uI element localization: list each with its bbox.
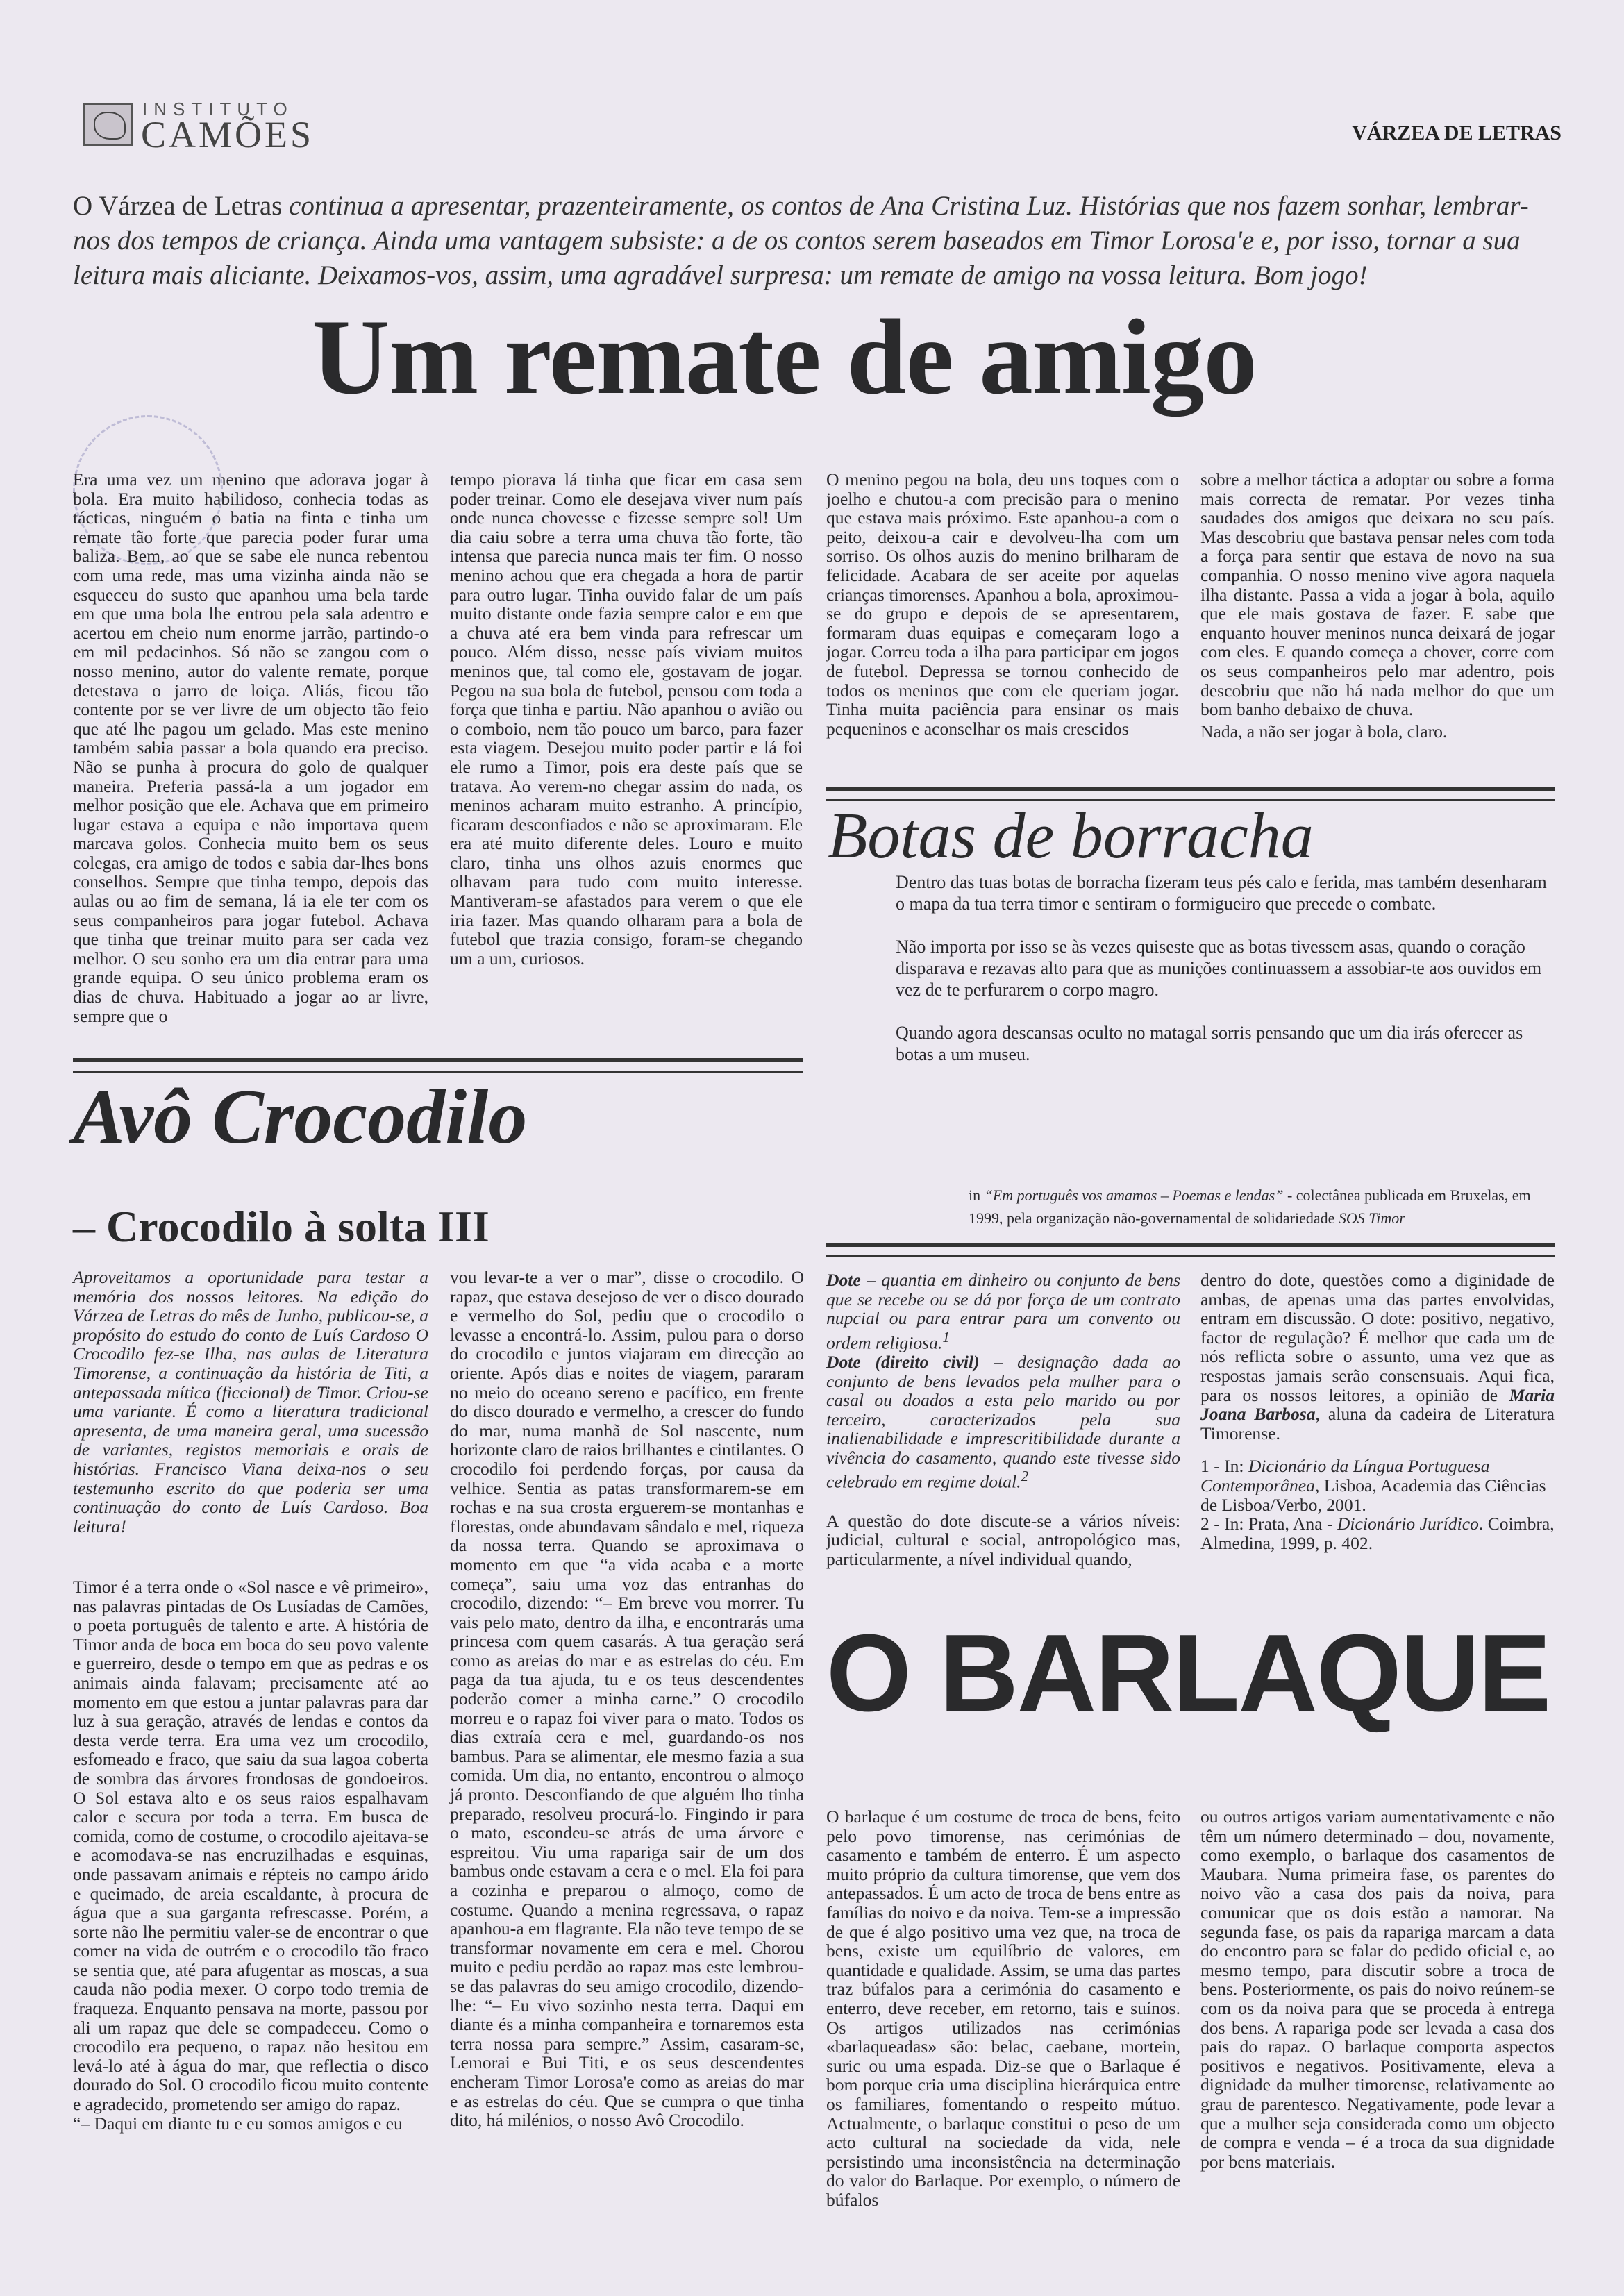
botas-title: Botas de borracha xyxy=(828,800,1314,872)
poem-stanza-2: Não importa por isso se às vezes quiseste que as botas tivessem asas, quando o coração disparava e rezavas alto para que as munições continuassem a assobiar-te aos ouvidos em vez de te perfurarem o corpo magro. xyxy=(896,937,1542,1000)
poem-source: in “Em português vos amamos – Poemas e lendas” - colectânea publicada em Bruxelas, em 1999, pela organização não-governamental de solidariedade SOS Timor xyxy=(969,1187,1531,1227)
remate-col-1: Era uma vez um menino que adorava jogar à bola. Era muito habilidoso, conhecia todas as tácticas, ninguém o batia na finta e tinha um remate tão forte que parecia poder furar uma baliza. Bem, ao que se sabe ele nunca rebentou com uma rede, mas uma vizinha ainda não se esqueceu do susto que apanhou uma bela tarde em que uma bola lhe entrou pela sala adentro e acertou em cheio num enorme jarrão, partindo-o em mil pedacinhos. Só não se zangou com o nosso menino, autor do valente remate, porque detestava o jarro de loiça. Aliás, ficou tão contente por se ver livre de um objecto tão feio que até lhe pagou um gelado. Mas este menino também sabia passar a bola quando era preciso. Não se punha à procura do golo de qualquer maneira. Preferia passá-la a um jogador em melhor posição que ele. Achava que em primeiro lugar estava a equipa e não importava quem marcava golos. Conhecia muito bem os seus colegas, era amigo de todos e sabia dar-lhes bons conselhos. Sempre que tinha tempo, depois das aulas ou ao fim de semana, lá ia ele ter com os seus companheiros para jogar futebol. Achava que tinha que treinar muito para ser cada vez melhor. O seu sonho era um dia entrar para uma grande equipa. O seu único problema eram os dias de chuva. Habituado a jogar ao ar livre, sempre que o xyxy=(73,469,428,1026)
section-title: VÁRZEA DE LETRAS xyxy=(1352,121,1562,144)
remate-col-2: tempo piorava lá tinha que ficar em casa sem poder treinar. Como ele desejava viver num país onde nunca chovesse e fizesse sempre sol! Um dia caiu sobre a terra uma chuva tão forte, tão intensa que parecia nunca mais ter fim. O nosso menino achou que era chegada a hora de partir para outro lugar. Tinha ouvido falar de um país muito distante onde fazia sempre calor e em que a chuva até era bem vinda para refrescar um pouco. Além disso, nesse país viviam muitos meninos que, tal como ele, gostavam de jogar. Pegou na sua bola de futebol, pensou com toda a força que tinha e partiu. Não apanhou o avião ou o comboio, nem tão pouco um barco, para fazer esta viagem. Desejou muito poder partir e lá foi ele rumo a Timor, pois era deste país que se tratava. Ao verem-no chegar assim do nada, os meninos acharam muito estranho. A princípio, ficaram desconfiados e não se aproximaram. Ele era até muito diferente deles. Louro e muito claro, tinha uns olhos azuis enormes que olhavam para tudo com muito interesse. Mantiveram-se afastados para verem o que ele iria fazer. Mas quando olharam para a bola de futebol que trazia consigo, foram-se chegando um a um, curiosos. xyxy=(450,469,803,969)
rule-right-2 xyxy=(826,1243,1555,1257)
barlaque-col-1: O barlaque é um costume de troca de bens, feito pelo povo timorense, nas cerimónias de casamento e também de enterro. É um aspecto muito próprio da cultura timorense, que vem dos antepassados. É um acto de troca de bens entre as famílias do noivo e da noiva. Tem-se a impressão de que é algo positivo uma vez que, na troca de bens, existe um equilíbrio de valores, em quantidade e qualidade. Assim, se uma das partes traz búfalos para a cerimónia do casamento e enterro, deve receber, em retorno, tais e suínos. Os artigos utilizados nas cerimónias «barlaqueadas» são: belac, caebane, mortein, suric ou uma espada. Diz-se que o Barlaque é bom porque cria uma disciplina hierárquica entre os familiares, fomentando o respeito mútuo. Actualmente, o barlaque constitui o peso de um acto cultural na sociedade da vida, nele persistindo uma inconsistência na determinação do valor do Barlaque. Por exemplo, o número de búfalos xyxy=(826,1807,1180,2210)
remate-title: Um remate de amigo xyxy=(312,297,1257,417)
dote-question: A questão do dote discute-se a vários níveis: judicial, cultural e social, antropológico mas, particularmente, a nível individual quando, xyxy=(826,1510,1180,1569)
barlaque-col-2: ou outros artigos variam aumentativamente e não têm um número determinado – dou, novamente, como exemplo, o barlaque dos casamentos de Maubara. Numa primeira fase, os parentes do noivo vão a casa dos pais da noiva, para comunicar que os dois estão a namorar. Na segunda fase, os pais da rapariga marcam a data do encontro para se falar do pedido oficial e, ao mesmo tempo, para discutir sobre a troca de bens. Posteriormente, os pais do noivo reúnem-se com os da noiva para que se proceda à entrega dos bens. A rapariga pode ser levada a casa dos pais do rapaz. O barlaque comporta aspectos positivos e negativos. Positivamente, eleva a dignidade da mulher timorense, relativamente ao grau de parentesco. Negativamente, pode levar a que a mulher seja considerada como um objecto de compra e venda – é a troca da sua dignidade por bens materiais. xyxy=(1200,1807,1555,2172)
crocodilo-intro: Aproveitamos a oportunidade para testar a memória dos nossos leitores. Na edição do Várzea de Letras do mês de Junho, publicou-se, a propósito do estudo do conto de Luís Cardoso O Crocodilo fez-se Ilha, nas aulas de Literatura Timorense, a continuação da história de Titi, a antepassada mítica (ficcional) de Timor. Criou-se uma variante. É como a literatura tradicional apresenta, de uma maneira geral, uma sucessão de variantes, registos memoriais e orais de histórias. Francisco Viana deixa-nos o seu testemunho escrito do que poderia ser uma continuação do conto de Luís Cardoso. Boa leitura! xyxy=(73,1267,428,1536)
dote-term-2: Dote (direito civil) xyxy=(826,1351,980,1372)
intro-paragraph xyxy=(73,189,1559,293)
barlaque-title: O BARLAQUE xyxy=(826,1612,1550,1734)
intro-lead: O Várzea de Letras xyxy=(73,191,283,221)
intro-text: continua a apresentar, prazenteiramente, os contos de Ana Cristina Luz. Histórias que nos fazem sonhar, lembrar-nos dos tempos de criança. Ainda uma vantagem subsiste: a de os contos serem baseados em Timor Lorosa'e e, por isso, tornar a sua leitura mais aliciante. Deixamos-vos, assim, uma agradável surpresa: um remate de amigo na vossa leitura. Bom jogo! xyxy=(73,191,1529,290)
crocodilo-col-1: Timor é a terra onde o «Sol nasce e vê primeiro», nas palavras pintadas de Os Lusíadas de Camões, o poeta português de talento e arte. A história de Timor anda de boca em boca do seu povo valente e guerreiro, desde o tempo em que as pedras e os animais ainda falavam; precisamente até ao momento em que estou a juntar palavras para dar luz à sua geração, através de lendas e contos da desta verde terra. Era uma vez um crocodilo, esfomeado e fraco, que saiu da sua lagoa coberta de sombra das árvores frondosas de gondoeiros. O Sol estava alto e os seus raios espalhavam calor e secura por toda a terra. Em busca de comida, como de costume, o crocodilo ajeitava-se e acomodava-se nas encruzilhadas e esquinas, onde passavam animais e répteis no campo árido e queimado, de areia escaldante, à procura de água que a sua garganta refrescasse. Porém, a sorte não lhe permitiu valer-se de encontrar o que comer na vida de outrém e o crocodilo tão fraco se sentia que, até para afugentar as moscas, a sua cauda não podia mexer. O corpo todo tremia de fraqueza. Enquanto pensava na morte, passou por ali um rapaz que dele se compadeceu. Como o crocodilo era pequeno, o rapaz não hesitou em levá-lo até à água do mar, que reflectia o disco dourado do Sol. O crocodilo ficou muito contente e agradecido, prometendo ser amigo do rapaz. “– Daqui em diante tu e eu somos amigos e eu xyxy=(73,1577,428,2134)
poem-stanza-3: Quando agora descansas oculto no matagal sorris pensando que um dia irás oferecer as botas a um museu. xyxy=(896,1023,1523,1064)
dote-col-2: dentro do dote, questões como a diginidade de ambas, de apenas uma das partes envolvidas, entram em discussão. O dote: positivo, negativo, factor de regulação? É melhor que cada um de nós reflicta sobre o assunto, uma vez que as respostas jamais serão consensuais. Aqui fica, para os nossos leitores, a opinião de Maria Joana Barbosa, aluna da cadeira de Literatura Timorense. 1 - In: Dicionário da Língua Portuguesa Contemporânea, Lisboa, Academia das Ciências de Lisboa/Verbo, 2001. 2 - In: Prata, Ana - Dicionário Jurídico. Coimbra, Almedina, 1999, p. 402. xyxy=(1200,1270,1555,1553)
remate-col-3: O menino pegou na bola, deu uns toques com o joelho e chutou-a com precisão para o menino que estava mais próximo. Este apanhou-a com o peito, deixou-a cair e devolveu-lha com um sorriso. Os olhos auzis do menino brilharam de felicidade. Acabara de ser aceite por aquelas crianças timorenses. Apanhou a bola, aproximou-se do grupo e depois de se apresentarem, formaram duas equipas e começaram logo a jogar. Correu toda a ilha para participar em jogos de futebol. Depressa se tornou conhecido de todos os meninos que com ele queriam jogar. Tinha muita paciência para ensinar os mais pequeninos e aconselhar os mais crescidos xyxy=(826,469,1179,739)
dote-col-1: Dote – quantia em dinheiro ou conjunto de bens que se recebe ou se dá por força de um contrato nupcial ou para entrar para um convento ou ordem religiosa.$^1$ Dote (direito civil) – designação dada ao conjunto de bens levados pela mulher para o casal ou doados a esta pelo marido ou por terceiro, caracterizados pela sua inalienabilidade e imprescritibilidade durante a vivência do casamento, quando este tivesse sido celebrado em regime dotal.$^2$ A questão do dote discute-se a vários níveis: judicial, cultural e social, antropológico mas, particularmente, a nível individual quando, xyxy=(826,1270,1180,1569)
logo-camoes-label: CAMÕES xyxy=(141,114,315,156)
instituto-camoes-logo-icon xyxy=(83,103,133,146)
remate-ending: Nada, a não ser jogar à bola, claro. xyxy=(1200,721,1448,741)
botas-poem xyxy=(896,871,1555,1087)
crocodilo-subtitle: – Crocodilo à solta III xyxy=(73,1202,489,1251)
rule-left-1 xyxy=(73,1058,803,1073)
footnote-2: 2 - In: Prata, Ana - Dicionário Jurídico. Coimbra, Almedina, 1999, p. 402. xyxy=(1200,1514,1555,1553)
footnote-1: 1 - In: Dicionário da Língua Portuguesa Contemporânea, Lisboa, Academia das Ciências de Lisboa/Verbo, 2001. xyxy=(1200,1456,1546,1515)
remate-col-4: sobre a melhor táctica a adoptar ou sobre a forma mais correcta de rematar. Por vezes tinha saudades dos amigos que deixara no seu país. Mas descobriu que bastava pensar neles com toda a força para sentir que estava de novo na sua companhia. O nosso menino vive agora naquela ilha distante. Passa a vida a jogar à bola, aquilo que ele mais gostava de fazer. E sabe que enquanto houver meninos nunca deixará de jogar com eles. E quando começa a chover, corre com os seus companheiros pelo mar adentro, pois descobriu que não há nada melhor do que um bom banho debaixo de chuva. Nada, a não ser jogar à bola, claro. xyxy=(1200,469,1555,741)
logo-instituto-label: INSTITUTO xyxy=(142,99,294,119)
crocodilo-title: Avô Crocodilo xyxy=(73,1074,528,1160)
dote-term-1: Dote xyxy=(826,1270,861,1290)
author-name: Maria Joana Barbosa xyxy=(1200,1384,1555,1425)
poem-stanza-1: Dentro das tuas botas de borracha fizeram teus pés calo e ferida, mas também desenharam o mapa da tua terra timor e sentiram o formigueiro que precede o combate. xyxy=(896,872,1547,914)
crocodilo-col-2: vou levar-te a ver o mar”, disse o crocodilo. O rapaz, que estava desejoso de ver o disco dourado e vermelho do Sol, pediu que o crocodilo o levasse a encontrá-lo. Assim, pulou para o dorso do crocodilo e juntos viajaram em direcção ao oriente. Após dias e noites de viagem, pararam no meio do oceano sereno e pacífico, em frente do disco dourado e vermelho, a crescer do fundo do mar, numa manhã de Sol nascente, num horizonte claro de raios brilhantes e cintilantes. O crocodilo foi perdendo forças, por causa da velhice. Sentia as patas transformarem-se em rochas e na sua crosta erguerem-se montanhas e florestas, onde abundavam sândalo e mel, riqueza da nossa terra. Quando se aproximava o momento em que “a vida acaba e a morte começa”, saiu uma voz das entranhas do crocodilo, dizendo: “– Em breve vou morrer. Tu vais pelo mato, dentro da ilha, e encontrarás uma princesa com quem casarás. A tua geração será como as areias do mar e as estrelas do céu. Em paga da tua ajuda, tu e os teus descendentes poderão comer a minha carne.” O crocodilo morreu e o rapaz foi viver para o mato. Todos os dias extraía cera e mel, guardando-os nos bambus. Para se alimentar, ele mesmo fazia a sua comida. Um dia, no entanto, encontrou o almoço já pronto. Desconfiando de que alguém lho tinha preparado, resolveu procurá-lo. Fingindo ir para o mato, escondeu-se atrás de uma árvore e espreitou. Viu uma rapariga sair de um dos bambus onde estavam a cera e o mel. Ela foi para a cozinha e preparou o almoço, como de costume. Quando a menina regressava, o rapaz apanhou-a em flagrante. Ela não teve tempo de se transformar novamente em cera e mel. Chorou muito e pediu perdão ao rapaz mas este lembrou-se das palavras do seu amigo crocodilo, dizendo-lhe: “– Eu vivo sozinho nesta terra. Daqui em diante és a minha companheira e tornaremos esta terra nossa para sempre.” Assim, casaram-se, Lemorai e Bui Titi, e os seus descendentes encheram Timor Lorosa'e como as areias do mar e as estrelas do céu. Que se cumpra o que tinha dito, há milénios, o nosso Avô Crocodilo. xyxy=(450,1267,804,2131)
crocodilo-col1-end: “– Daqui em diante tu e eu somos amigos e eu xyxy=(73,2113,403,2134)
